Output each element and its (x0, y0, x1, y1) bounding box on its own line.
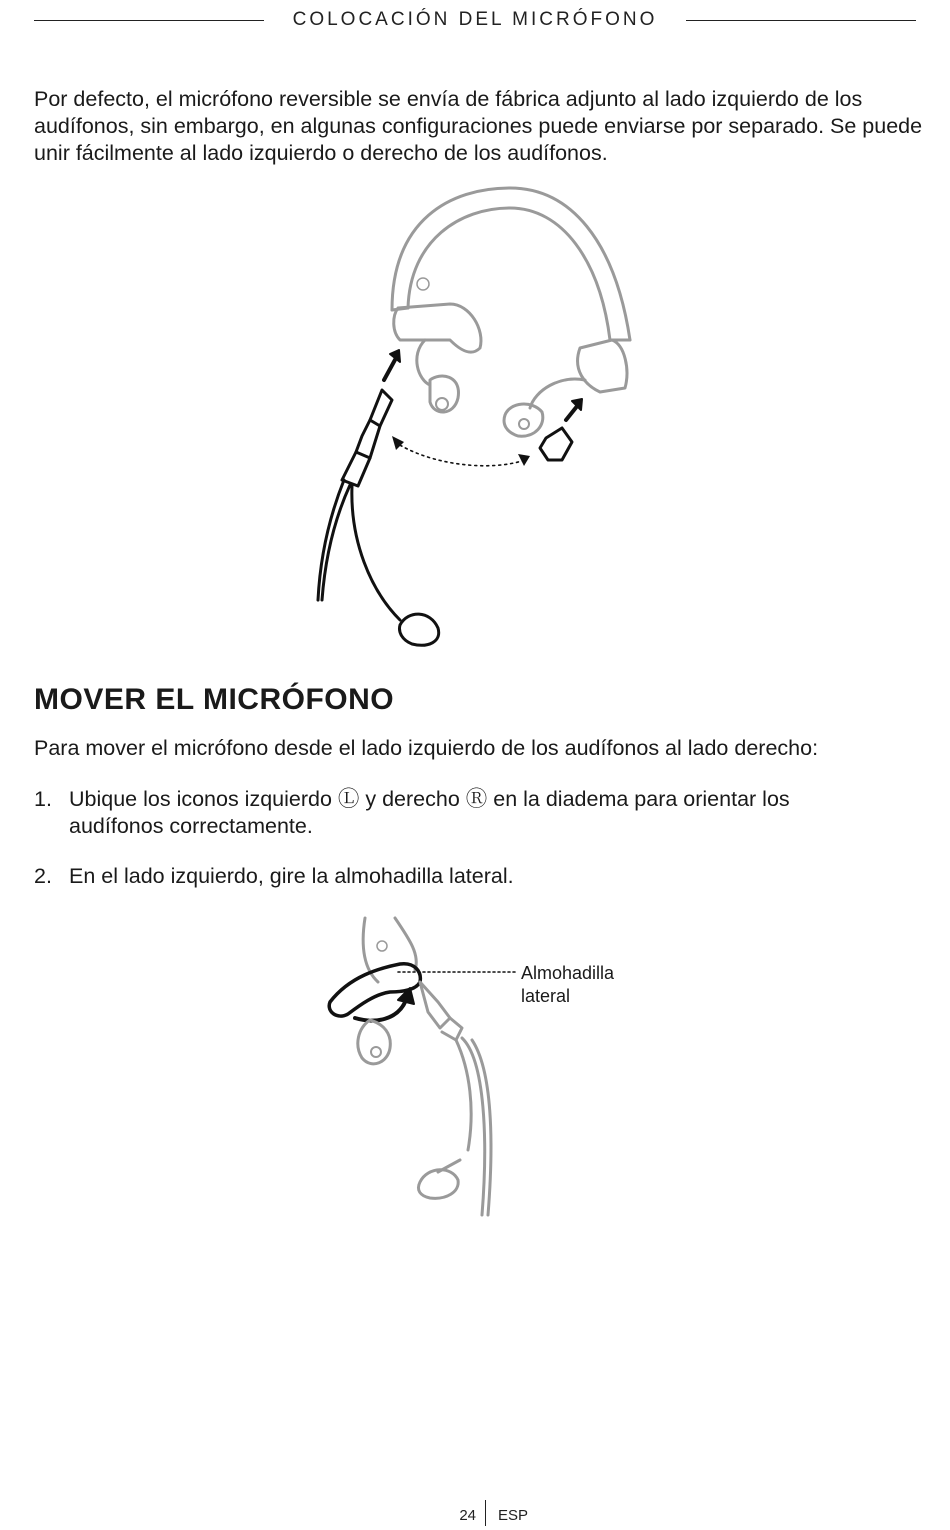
side-pad-illustration (310, 910, 650, 1220)
callout-label: Almohadilla lateral (521, 963, 615, 1006)
section-title: MOVER EL MICRÓFONO (34, 683, 395, 716)
section-header (0, 9, 950, 31)
language-code: ESP (498, 1507, 529, 1524)
headset-illustration (300, 180, 660, 660)
intro-paragraph: Por defecto, el micrófono reversible se envía de fábrica adjunto al lado izquierdo de los audífonos, sin embargo, en algunas configuraciones puede enviarse por separado. Se puede unir fácilmente al lado izquierdo o derecho de los audífonos. (34, 87, 923, 165)
page-number: 24 (459, 1507, 476, 1524)
section-header-label: COLOCACIÓN DEL MICRÓFONO (287, 9, 664, 30)
step-text: En el lado izquierdo, gire la almohadilla lateral. (69, 864, 514, 888)
step-number: 2. (34, 864, 52, 888)
lead-paragraph: Para mover el micrófono desde el lado izquierdo de los audífonos al lado derecho: (34, 736, 819, 760)
footer-separator (485, 1500, 486, 1526)
step-number: 1. (34, 787, 52, 811)
step-text: Ubique los iconos izquierdo Ⓛ y derecho Ⓡ en la diadema para orientar los audífonos correctamente. (69, 787, 790, 838)
